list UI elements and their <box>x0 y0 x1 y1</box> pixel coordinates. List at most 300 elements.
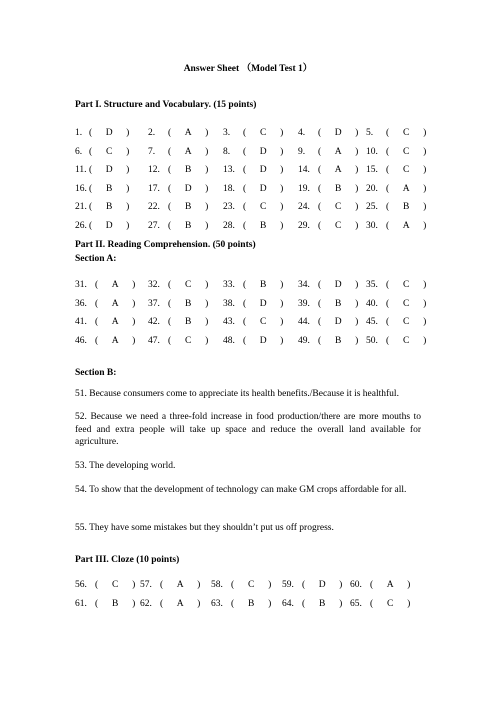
close-paren: ) <box>280 220 284 231</box>
answer-item <box>298 202 358 212</box>
answer-letter: B <box>185 317 192 327</box>
question-number: 29. <box>298 220 310 231</box>
open-paren: ( <box>95 280 99 290</box>
close-paren: ) <box>355 165 359 175</box>
answer-letter: A <box>111 335 119 346</box>
answer-item <box>148 317 208 327</box>
open-paren: ( <box>168 280 172 290</box>
question-number: 36. <box>75 298 87 309</box>
answer-52: 52. Because we need a three-fold increase in food production/there are more mouths to feed and extra people will take up space and reduce the overall land available for agriculture. <box>75 412 421 447</box>
close-paren: ) <box>280 335 284 346</box>
open-paren: ( <box>318 317 322 327</box>
question-number: 45. <box>366 317 378 327</box>
answer-item <box>350 580 410 590</box>
question-number: 24. <box>298 202 310 212</box>
question-number: 3. <box>223 128 231 138</box>
answer-letter: C <box>403 146 410 157</box>
question-number: 43. <box>223 317 235 327</box>
question-number: 8. <box>223 146 231 157</box>
answer-letter: B <box>319 598 326 609</box>
question-number: 6. <box>75 146 83 157</box>
answer-item <box>75 128 129 138</box>
answer-letter: A <box>111 317 119 327</box>
answer-item <box>223 299 283 309</box>
open-paren: ( <box>386 298 390 309</box>
answer-item <box>366 317 426 327</box>
close-paren: ) <box>423 298 427 309</box>
close-paren: ) <box>205 317 209 327</box>
answer-item <box>223 317 283 327</box>
close-paren: ) <box>355 220 359 231</box>
question-number: 64. <box>282 598 294 609</box>
close-paren: ) <box>423 280 427 290</box>
answer-letter: C <box>403 335 410 346</box>
answer-item <box>223 280 283 290</box>
close-paren: ) <box>132 317 136 327</box>
answer-letter: D <box>318 580 326 590</box>
open-paren: ( <box>386 317 390 327</box>
question-number: 11. <box>75 165 87 175</box>
close-paren: ) <box>280 165 284 175</box>
answer-item <box>75 184 129 194</box>
open-paren: ( <box>318 280 322 290</box>
answer-letter: B <box>335 298 342 309</box>
question-number: 32. <box>148 280 160 290</box>
open-paren: ( <box>386 146 390 157</box>
answer-item <box>350 599 410 609</box>
close-paren: ) <box>126 165 130 175</box>
answer-item <box>223 128 283 138</box>
open-paren: ( <box>243 128 247 138</box>
open-paren: ( <box>318 298 322 309</box>
answer-letter: A <box>402 220 410 231</box>
answer-letter: B <box>185 298 192 309</box>
open-paren: ( <box>302 580 306 590</box>
open-paren: ( <box>168 165 172 175</box>
open-paren: ( <box>89 146 93 157</box>
answer-item <box>366 221 426 231</box>
answer-letter: B <box>403 202 410 212</box>
answer-item <box>140 599 200 609</box>
open-paren: ( <box>243 146 247 157</box>
question-number: 10. <box>366 146 378 157</box>
close-paren: ) <box>355 183 359 194</box>
answer-item <box>75 336 135 346</box>
close-paren: ) <box>205 280 209 290</box>
open-paren: ( <box>89 202 93 212</box>
open-paren: ( <box>89 128 93 138</box>
close-paren: ) <box>132 280 136 290</box>
open-paren: ( <box>95 335 99 346</box>
question-number: 65. <box>350 598 362 609</box>
answer-item <box>366 202 426 212</box>
answer-letter: C <box>403 317 410 327</box>
answer-item <box>223 147 283 157</box>
close-paren: ) <box>339 580 343 590</box>
close-paren: ) <box>423 220 427 231</box>
answer-item <box>298 280 358 290</box>
close-paren: ) <box>423 202 427 212</box>
question-number: 22. <box>148 202 160 212</box>
answer-letter: A <box>184 128 192 138</box>
question-number: 16. <box>75 183 87 194</box>
question-number: 41. <box>75 317 87 327</box>
close-paren: ) <box>205 202 209 212</box>
question-number: 59. <box>282 580 294 590</box>
open-paren: ( <box>370 580 374 590</box>
answer-letter: D <box>184 183 192 194</box>
answer-letter: B <box>335 335 342 346</box>
answer-item <box>148 202 208 212</box>
close-paren: ) <box>355 317 359 327</box>
question-number: 25. <box>366 202 378 212</box>
question-number: 48. <box>223 335 235 346</box>
part2-heading: Part II. Reading Comprehension. (50 points) <box>75 240 256 250</box>
close-paren: ) <box>205 146 209 157</box>
open-paren: ( <box>168 220 172 231</box>
answer-letter: B <box>106 202 113 212</box>
question-number: 5. <box>366 128 374 138</box>
answer-letter: C <box>403 128 410 138</box>
close-paren: ) <box>355 202 359 212</box>
answer-letter: C <box>112 580 119 590</box>
question-number: 31. <box>75 280 87 290</box>
close-paren: ) <box>407 580 411 590</box>
question-number: 20. <box>366 183 378 194</box>
question-number: 37. <box>148 298 160 309</box>
answer-letter: A <box>402 183 410 194</box>
question-number: 12. <box>148 165 160 175</box>
answer-item <box>223 184 283 194</box>
answer-item <box>148 299 208 309</box>
section-b-label: Section B: <box>75 368 117 378</box>
answer-letter: D <box>334 317 342 327</box>
answer-item <box>282 599 342 609</box>
open-paren: ( <box>231 598 235 609</box>
open-paren: ( <box>318 220 322 231</box>
open-paren: ( <box>95 317 99 327</box>
question-number: 2. <box>148 128 156 138</box>
open-paren: ( <box>95 298 99 309</box>
open-paren: ( <box>243 317 247 327</box>
answer-item <box>223 202 283 212</box>
open-paren: ( <box>95 580 99 590</box>
answer-letter: C <box>248 580 255 590</box>
answer-item <box>298 299 358 309</box>
question-number: 28. <box>223 220 235 231</box>
answer-letter: C <box>260 128 267 138</box>
open-paren: ( <box>168 128 172 138</box>
question-number: 44. <box>298 317 310 327</box>
close-paren: ) <box>132 598 136 609</box>
answer-item <box>148 221 208 231</box>
answer-letter: B <box>248 598 255 609</box>
answer-letter: C <box>387 598 394 609</box>
answer-item <box>298 147 358 157</box>
close-paren: ) <box>132 335 136 346</box>
close-paren: ) <box>280 280 284 290</box>
open-paren: ( <box>243 165 247 175</box>
answer-letter: B <box>335 183 342 194</box>
close-paren: ) <box>355 335 359 346</box>
answer-letter: D <box>105 165 113 175</box>
answer-letter: B <box>185 220 192 231</box>
answer-item <box>75 317 135 327</box>
close-paren: ) <box>355 146 359 157</box>
question-number: 18. <box>223 183 235 194</box>
close-paren: ) <box>339 598 343 609</box>
open-paren: ( <box>95 598 99 609</box>
answer-item <box>75 599 135 609</box>
question-number: 47. <box>148 335 160 346</box>
close-paren: ) <box>423 128 427 138</box>
close-paren: ) <box>126 183 130 194</box>
open-paren: ( <box>243 183 247 194</box>
close-paren: ) <box>280 317 284 327</box>
answer-letter: D <box>334 128 342 138</box>
answer-letter: A <box>334 146 342 157</box>
open-paren: ( <box>243 335 247 346</box>
answer-letter: D <box>259 146 267 157</box>
question-number: 4. <box>298 128 306 138</box>
answer-item <box>148 147 208 157</box>
open-paren: ( <box>160 580 164 590</box>
answer-letter: C <box>185 335 192 346</box>
answer-item <box>298 165 358 175</box>
answer-item <box>211 580 271 590</box>
answer-letter: B <box>260 220 267 231</box>
answer-letter: A <box>176 580 184 590</box>
question-number: 40. <box>366 298 378 309</box>
question-number: 30. <box>366 220 378 231</box>
open-paren: ( <box>89 220 93 231</box>
answer-item <box>75 221 129 231</box>
question-number: 35. <box>366 280 378 290</box>
answer-item <box>75 202 129 212</box>
close-paren: ) <box>205 128 209 138</box>
answer-55: 55. They have some mistakes but they shouldn’t put us off progress. <box>75 523 334 533</box>
answer-letter: C <box>106 146 113 157</box>
close-paren: ) <box>205 220 209 231</box>
close-paren: ) <box>280 298 284 309</box>
answer-item <box>75 580 135 590</box>
answer-item <box>298 336 358 346</box>
question-number: 50. <box>366 335 378 346</box>
question-number: 38. <box>223 298 235 309</box>
answer-item <box>298 128 358 138</box>
answer-letter: C <box>260 317 267 327</box>
open-paren: ( <box>168 183 172 194</box>
open-paren: ( <box>386 335 390 346</box>
answer-item <box>298 184 358 194</box>
question-number: 39. <box>298 298 310 309</box>
answer-letter: B <box>185 165 192 175</box>
close-paren: ) <box>268 598 272 609</box>
answer-item <box>75 165 129 175</box>
question-number: 42. <box>148 317 160 327</box>
open-paren: ( <box>386 165 390 175</box>
open-paren: ( <box>318 202 322 212</box>
answer-item <box>148 184 208 194</box>
question-number: 57. <box>140 580 152 590</box>
answer-item <box>148 128 208 138</box>
close-paren: ) <box>197 598 201 609</box>
open-paren: ( <box>168 298 172 309</box>
open-paren: ( <box>168 146 172 157</box>
close-paren: ) <box>197 580 201 590</box>
answer-letter: B <box>112 598 119 609</box>
answer-item <box>75 147 129 157</box>
open-paren: ( <box>370 598 374 609</box>
open-paren: ( <box>231 580 235 590</box>
open-paren: ( <box>318 128 322 138</box>
question-number: 58. <box>211 580 223 590</box>
close-paren: ) <box>355 280 359 290</box>
open-paren: ( <box>243 298 247 309</box>
answer-letter: B <box>260 280 267 290</box>
answer-letter: B <box>106 183 113 194</box>
answer-item <box>366 184 426 194</box>
close-paren: ) <box>132 580 136 590</box>
question-number: 23. <box>223 202 235 212</box>
close-paren: ) <box>355 128 359 138</box>
question-number: 49. <box>298 335 310 346</box>
question-number: 34. <box>298 280 310 290</box>
open-paren: ( <box>318 146 322 157</box>
open-paren: ( <box>318 165 322 175</box>
answer-item <box>148 165 208 175</box>
open-paren: ( <box>168 317 172 327</box>
close-paren: ) <box>423 335 427 346</box>
answer-letter: C <box>335 220 342 231</box>
close-paren: ) <box>407 598 411 609</box>
question-number: 46. <box>75 335 87 346</box>
open-paren: ( <box>168 202 172 212</box>
question-number: 19. <box>298 183 310 194</box>
answer-51: 51. Because consumers come to appreciate its health benefits./Because it is healthful. <box>75 389 399 399</box>
answer-54: 54. To show that the development of technology can make GM crops affordable for all. <box>75 485 407 495</box>
answer-letter: D <box>334 280 342 290</box>
answer-letter: D <box>259 165 267 175</box>
close-paren: ) <box>280 183 284 194</box>
answer-item <box>75 280 135 290</box>
answer-item <box>366 336 426 346</box>
answer-letter: A <box>111 298 119 309</box>
answer-item <box>211 599 271 609</box>
open-paren: ( <box>386 128 390 138</box>
question-number: 62. <box>140 598 152 609</box>
answer-letter: C <box>185 280 192 290</box>
open-paren: ( <box>386 220 390 231</box>
close-paren: ) <box>423 183 427 194</box>
answer-letter: B <box>185 202 192 212</box>
close-paren: ) <box>126 128 130 138</box>
answer-53: 53. The developing world. <box>75 461 176 471</box>
close-paren: ) <box>423 317 427 327</box>
question-number: 27. <box>148 220 160 231</box>
answer-item <box>223 221 283 231</box>
close-paren: ) <box>423 165 427 175</box>
answer-letter: D <box>259 298 267 309</box>
question-number: 1. <box>75 128 83 138</box>
open-paren: ( <box>302 598 306 609</box>
close-paren: ) <box>280 128 284 138</box>
close-paren: ) <box>355 298 359 309</box>
close-paren: ) <box>280 202 284 212</box>
part3-heading: Part III. Cloze (10 points) <box>75 555 180 565</box>
close-paren: ) <box>423 146 427 157</box>
answer-item <box>366 128 426 138</box>
answer-letter: D <box>259 335 267 346</box>
question-number: 14. <box>298 165 310 175</box>
answer-letter: C <box>403 298 410 309</box>
question-number: 56. <box>75 580 87 590</box>
section-a-label: Section A: <box>75 254 117 264</box>
question-number: 21. <box>75 202 87 212</box>
answer-letter: C <box>260 202 267 212</box>
close-paren: ) <box>268 580 272 590</box>
open-paren: ( <box>243 280 247 290</box>
answer-item <box>298 221 358 231</box>
open-paren: ( <box>386 183 390 194</box>
page-title: Answer Sheet （Model Test 1） <box>183 64 313 74</box>
open-paren: ( <box>168 335 172 346</box>
answer-item <box>366 280 426 290</box>
open-paren: ( <box>386 202 390 212</box>
close-paren: ) <box>205 165 209 175</box>
answer-letter: C <box>335 202 342 212</box>
open-paren: ( <box>160 598 164 609</box>
answer-item <box>148 280 208 290</box>
question-number: 60. <box>350 580 362 590</box>
answer-letter: D <box>259 183 267 194</box>
answer-letter: A <box>386 580 394 590</box>
question-number: 9. <box>298 146 306 157</box>
question-number: 33. <box>223 280 235 290</box>
answer-item <box>366 299 426 309</box>
answer-item <box>298 317 358 327</box>
question-number: 17. <box>148 183 160 194</box>
close-paren: ) <box>280 146 284 157</box>
question-number: 63. <box>211 598 223 609</box>
answer-letter: A <box>111 280 119 290</box>
question-number: 61. <box>75 598 87 609</box>
open-paren: ( <box>243 220 247 231</box>
open-paren: ( <box>89 165 93 175</box>
question-number: 13. <box>223 165 235 175</box>
open-paren: ( <box>243 202 247 212</box>
open-paren: ( <box>386 280 390 290</box>
open-paren: ( <box>318 335 322 346</box>
answer-letter: A <box>176 598 184 609</box>
close-paren: ) <box>132 298 136 309</box>
open-paren: ( <box>89 183 93 194</box>
answer-item <box>223 336 283 346</box>
close-paren: ) <box>126 220 130 231</box>
open-paren: ( <box>318 183 322 194</box>
close-paren: ) <box>126 202 130 212</box>
answer-item <box>148 336 208 346</box>
answer-item <box>366 165 426 175</box>
question-number: 15. <box>366 165 378 175</box>
answer-letter: C <box>403 165 410 175</box>
answer-letter: D <box>105 128 113 138</box>
answer-item <box>75 299 135 309</box>
answer-letter: A <box>184 146 192 157</box>
question-number: 7. <box>148 146 156 157</box>
part1-heading: Part I. Structure and Vocabulary. (15 points) <box>75 100 257 110</box>
answer-item <box>366 147 426 157</box>
